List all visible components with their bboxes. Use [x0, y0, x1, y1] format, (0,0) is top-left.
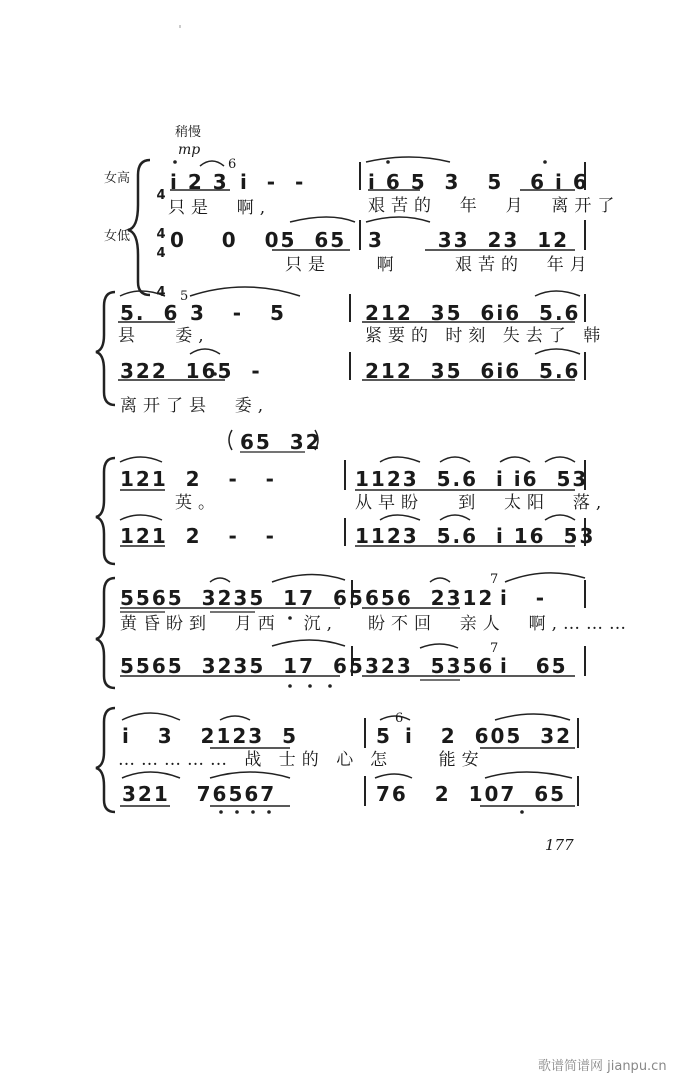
system2-upper-notes-a: 5. 6 [120, 301, 180, 325]
part-label-upper: 女高 [104, 171, 131, 186]
system5-upper-lyrics-b: 怎 能安 [370, 750, 485, 770]
system2-lower-notes-c: 212 35 6i6 5.6 [365, 359, 581, 383]
time-signature-lower [154, 221, 168, 312]
system1-lower-lyrics-b: 艰苦的 年月 [455, 255, 593, 275]
tempo-marking: 稍慢 [175, 125, 202, 140]
system5-lower-notes-c: 76 2 107 65 [376, 782, 567, 806]
system4-upper-notes-c: 656 2312 [365, 586, 495, 610]
system5-upper-notes-b: i 2 605 32 [405, 724, 573, 748]
system4-lower-grace: 7 [490, 641, 499, 656]
system4-lower-notes-c: 323 5356 [365, 654, 495, 678]
system5-upper-lyrics-a: …………… 战 士的 心 [118, 750, 360, 770]
system2-upper-notes-c: 212 35 6i6 5.6 [365, 301, 581, 325]
system4-upper-lyrics-b: 盼不回 亲人 啊,……… [368, 614, 633, 634]
system1-upper-lyrics-b: 艰苦的 年 月 离开了 [368, 196, 621, 216]
system4-lower-notes-b: i 65 [500, 654, 568, 678]
page-number: 177 [545, 836, 574, 854]
part-label-lower: 女低 [104, 229, 131, 244]
system1-lower-notes-c: 3 33 23 12 [368, 228, 570, 252]
system1-upper-lyrics-a: 只是 啊, [168, 198, 272, 218]
system2-lower-notes-a: 322 165 - [120, 359, 262, 383]
system1-upper-notes-b: i - - [240, 170, 306, 194]
system4-upper-grace: 7 [490, 572, 499, 587]
system3-upper-lyrics-a: 英。 [175, 493, 221, 513]
system5-upper-grace: 6 [395, 711, 404, 726]
dynamic-marking: mp [178, 142, 201, 158]
system1-upper-grace: 6 [228, 157, 237, 172]
time-signature-numerator: 4 [156, 246, 166, 261]
system4-lower-notes-a: 5565 3235 17 65 [120, 654, 365, 678]
system4-upper-notes-a: 5565 3235 17 65 [120, 586, 365, 610]
system3-lower-notes-a: 121 2 - - [120, 524, 276, 548]
system3-upper-notes-c: 1123 5.6 i i6 53 [355, 467, 589, 491]
system5-upper-notes-a: i 3 2123 5 [122, 724, 299, 748]
system2-upper-lyrics-b: 紧要的 时刻 失去了 韩 [365, 326, 607, 346]
system3-upper-lyrics-b: 从早盼 到 太阳 落, [355, 493, 608, 513]
ossia-notes: 65 32 [240, 430, 322, 454]
time-signature-denominator: 4 [156, 227, 166, 242]
watermark: 歌谱简谱网 jianpu.cn [538, 1059, 667, 1074]
system2-upper-notes-b: 3 - 5 [190, 301, 286, 325]
time-signature-denominator: 4 [156, 285, 166, 300]
system5-upper-notes-c: 5 [376, 724, 392, 748]
system2-upper-grace: 5 [180, 289, 189, 304]
system2-upper-lyrics-a: 县 委, [118, 326, 210, 346]
system3-upper-notes-a: 121 2 - - [120, 467, 276, 491]
system1-upper-notes-c: i 6 5 3 5 6 i 6 [368, 170, 589, 194]
system3-lower-notes-c: 1123 5.6 i 16 53 [355, 524, 596, 548]
system1-lower-lyrics-a: 只是 啊 [285, 255, 400, 275]
system1-upper-notes-a: i 2 3 [170, 170, 238, 194]
system1-lower-notes-a: 0 0 05 65 [170, 228, 347, 252]
system5-lower-notes-a: 321 76567 [122, 782, 277, 806]
time-signature-numerator: 4 [156, 188, 166, 203]
system4-upper-lyrics-a: 黄昏盼到 月西 沉, [120, 614, 339, 634]
system2-lower-lyrics-a: 离开了县 委, [120, 396, 270, 416]
system4-upper-notes-b: i - [500, 586, 547, 610]
